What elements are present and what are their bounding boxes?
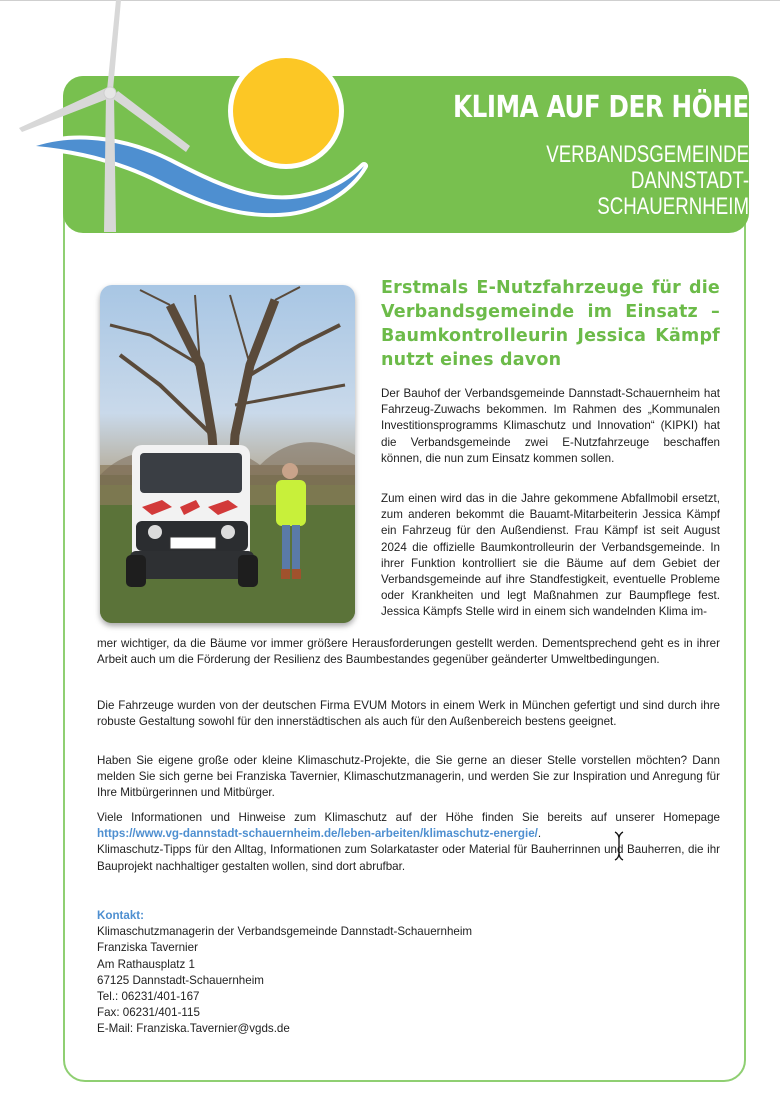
contact-block (97, 908, 472, 1038)
wind-turbine-hub-icon (104, 87, 116, 99)
photo-illustration (100, 285, 355, 623)
contact-line: 67125 Dannstadt-Schauernheim (97, 973, 264, 987)
contact-label: Kontakt: (97, 909, 145, 922)
banner-title: KLIMA AUF DER HÖHE (453, 90, 749, 125)
article-paragraph: Haben Sie eigene große oder kleine Klimaschutz-Projekte, die Sie gerne an dieser Stelle vorstellen möchten? Dann melden Sie sich gerne bei Franziska Tavernier, Klimaschutzmanagerin, und werden Sie zur Inspiration und Anregung für Ihre Mitbürgerinnen und Mitbürger. (97, 754, 720, 800)
article-paragraph: Die Fahrzeuge wurden von der deutschen Firma EVUM Motors in einem Werk in München gefertigt und sind durch ihre robuste Gestaltung sowohl für den innerstädtischen als auch für den Außenbereich bestens geeignet. (97, 699, 720, 729)
paragraph-text: Viele Informationen und Hinweise zum Klimaschutz auf der Höhe finden Sie bereits auf unserer Homepage (97, 811, 720, 824)
article-paragraph: Der Bauhof der Verbandsgemeinde Dannstadt-Schauernheim hat Fahrzeug-Zuwachs bekommen. Im Rahmen des „Kommunalen Investitionsprogramms Klimaschutz und Innovation“ (KIPKI) hat die Verbandsgemeinde zwei E-Nutzfahrzeuge beschaffen können, die nun zum Einsatz kommen sollen. (381, 387, 720, 465)
sun-icon (233, 58, 339, 164)
contact-email[interactable]: E-Mail: Franziska.Tavernier@vgds.de (97, 1022, 290, 1036)
contact-fax: Fax: 06231/401-115 (97, 1006, 200, 1020)
banner-subtitle (546, 142, 749, 220)
climate-logo (0, 0, 400, 240)
banner-subtitle-line: DANNSTADT- (630, 167, 749, 194)
contact-phone: Tel.: 06231/401-167 (97, 990, 200, 1004)
article-paragraph: Zum einen wird das in die Jahre gekommene Abfallmobil ersetzt, zum anderen bekommt die Bauamt-Mitarbeiterin Jessica Kämpf ein Fahrzeug für den Außendienst. Frau Kämpf ist seit August 2024 die offizielle Baumkontrolleurin der Verbandsgemeinde. In ihrer Funktion kontrolliert sie die Bäume auf dem Gebiet der Verbandsgemeinde auf ihre Standfestigkeit, eventuelle Probleme oder Krankheiten und legt Maßnahmen zur Baumpflege fest. Jessica Kämpfs Stelle wird in einem sich wandelnden Klima im- (381, 492, 720, 619)
wind-turbine-blade-icon (19, 88, 110, 132)
article-paragraph-links (97, 810, 720, 875)
paragraph-text: Klimaschutz-Tipps für den Alltag, Informationen zum Solarkataster oder Material für Bauherrinnen und Bauherren, die ihr Bauprojekt nachhaltiger gestalten wollen, sind dort abrufbar. (97, 843, 720, 873)
article-paragraph: mer wichtiger, da die Bäume vor immer größere Herausforderungen gestellt werden. Dementsprechend geht es in ihrer Arbeit auch um die Förderung der Resilienz des Baumbestandes gegenüber geänderter Umweltbedingungen. (97, 637, 720, 667)
contact-line: Am Rathausplatz 1 (97, 957, 195, 971)
vehicle-icon (126, 445, 258, 587)
banner-subtitle-line: VERBANDSGEMEINDE (546, 141, 749, 168)
wind-turbine-tower-icon (104, 95, 116, 232)
text-cursor-icon (614, 831, 624, 861)
wind-turbine-blade-icon (107, 0, 121, 90)
contact-line: Franziska Tavernier (97, 941, 198, 955)
paragraph-text: . (537, 827, 542, 841)
article-photo (100, 285, 355, 623)
article-headline: Erstmals E-Nutzfahrzeuge für die Verbandsgemeinde im Einsatz – Baumkontrolleurin Jessica Kämpf nutzt eines davon (381, 278, 720, 370)
banner-subtitle-line: SCHAUERNHEIM (597, 193, 749, 220)
contact-line: Klimaschutzmanagerin der Verbandsgemeinde Dannstadt-Schauernheim (97, 925, 473, 939)
homepage-link[interactable]: https://www.vg-dannstadt-schauernheim.de/leben-arbeiten/klimaschutz-energie/ (97, 827, 538, 841)
